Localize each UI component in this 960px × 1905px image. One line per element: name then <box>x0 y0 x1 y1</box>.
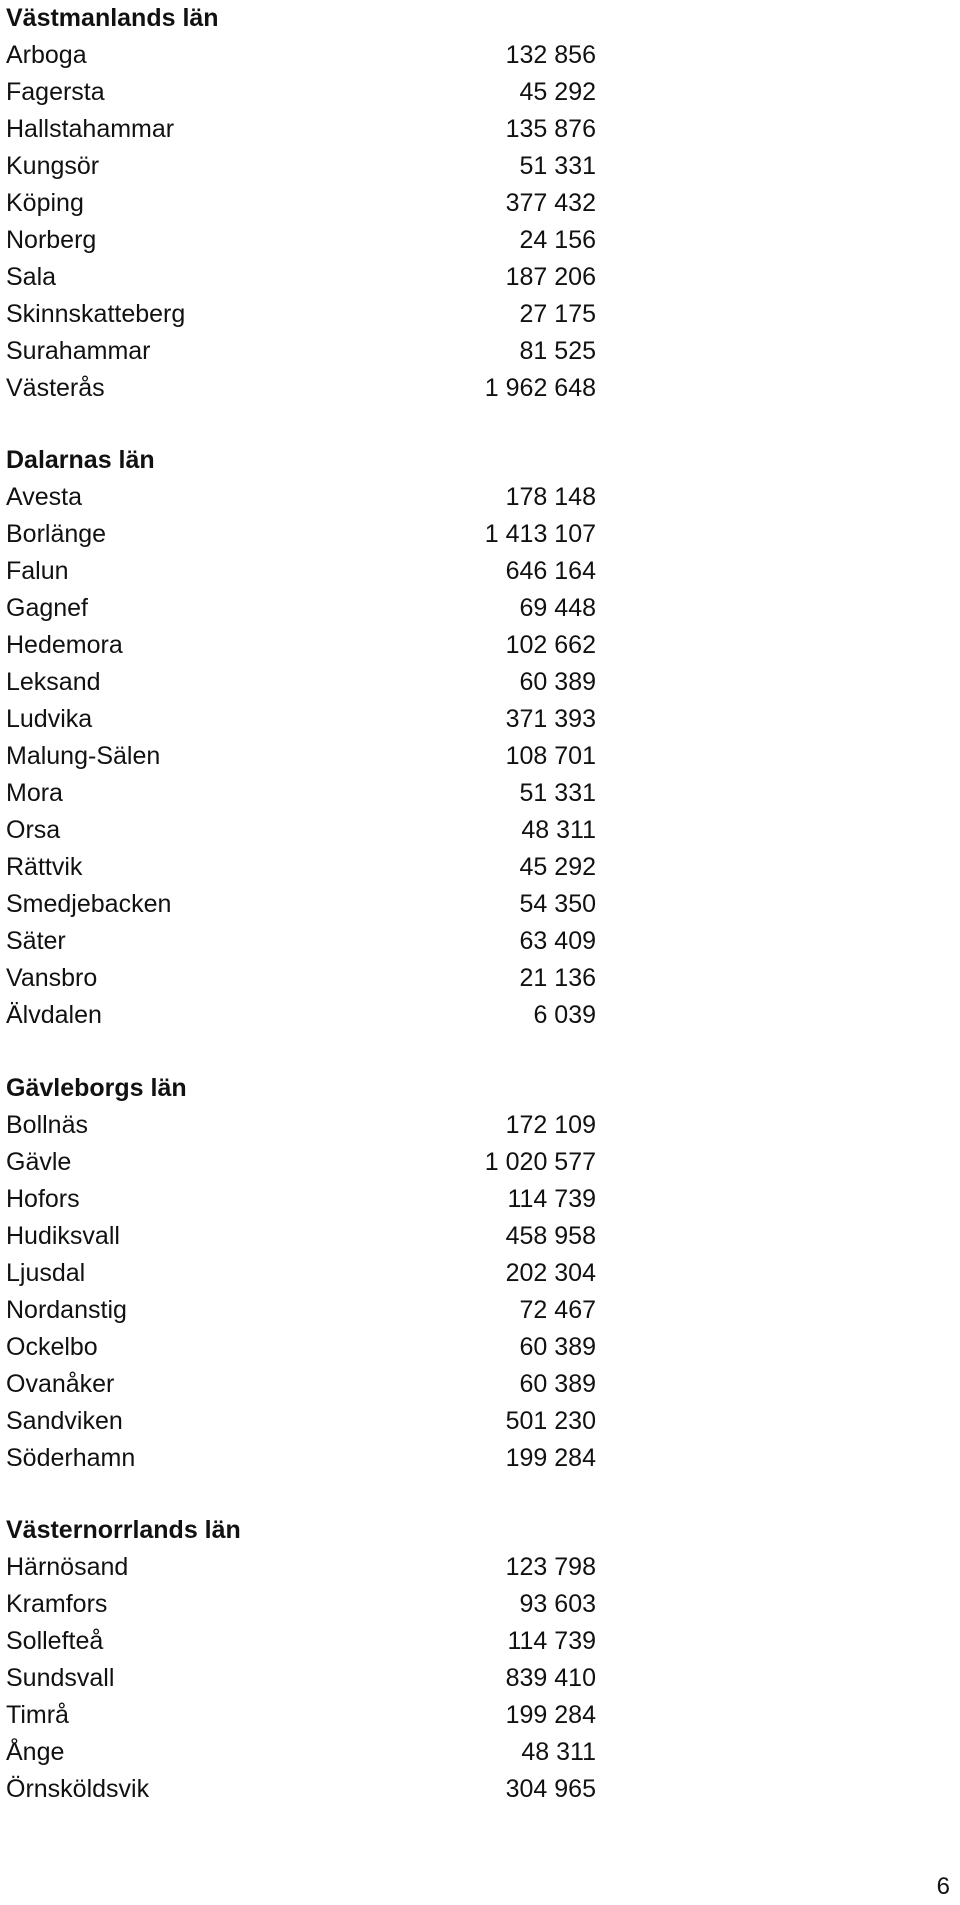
table-row <box>6 1403 596 1440</box>
table-row <box>6 1218 596 1255</box>
table-row <box>6 627 596 664</box>
municipality-value: 60 389 <box>519 668 596 696</box>
municipality-value: 172 109 <box>505 1111 596 1139</box>
municipality-value: 21 136 <box>519 964 596 992</box>
table-row <box>6 960 596 997</box>
municipality-value: 187 206 <box>505 263 596 291</box>
table-row <box>6 923 596 960</box>
table-row <box>6 738 596 775</box>
table-row <box>6 590 596 627</box>
section-heading: Gävleborgs län <box>6 1074 187 1102</box>
municipality-name: Mora <box>6 779 63 807</box>
section-heading: Dalarnas län <box>6 446 155 474</box>
municipality-name: Sala <box>6 263 57 291</box>
municipality-name: Nordanstig <box>6 1296 127 1324</box>
table-row <box>6 1181 596 1218</box>
municipality-value: 178 148 <box>505 483 596 511</box>
municipality-value: 51 331 <box>519 779 596 807</box>
municipality-value: 377 432 <box>505 189 596 217</box>
municipality-name: Säter <box>6 927 66 955</box>
municipality-value: 501 230 <box>505 1407 596 1435</box>
table-row <box>6 812 596 849</box>
municipality-name: Västerås <box>6 374 105 402</box>
municipality-name: Skinnskatteberg <box>6 300 186 328</box>
municipality-name: Surahammar <box>6 337 151 365</box>
section-heading: Västernorrlands län <box>6 1516 241 1544</box>
municipality-name: Hallstahammar <box>6 115 175 143</box>
municipality-name: Hudiksvall <box>6 1222 120 1250</box>
municipality-value: 69 448 <box>519 594 596 622</box>
table-row <box>6 1366 596 1403</box>
table-row <box>6 1734 596 1771</box>
table-row <box>6 1144 596 1181</box>
table-row <box>6 516 596 553</box>
section-heading: Västmanlands län <box>6 4 219 32</box>
municipality-name: Smedjebacken <box>6 890 172 918</box>
municipality-value: 114 739 <box>507 1185 596 1213</box>
table-row <box>6 74 596 111</box>
municipality-value: 51 331 <box>519 152 596 180</box>
municipality-value: 48 311 <box>521 1738 596 1766</box>
municipality-name: Timrå <box>6 1701 69 1729</box>
municipality-value: 132 856 <box>505 41 596 69</box>
municipality-value: 304 965 <box>505 1775 596 1803</box>
table-row <box>6 185 596 222</box>
municipality-value: 45 292 <box>519 78 596 106</box>
page-number: 6 <box>936 1873 950 1900</box>
municipality-value: 72 467 <box>519 1296 596 1324</box>
section-gavleborgs <box>6 1070 596 1477</box>
table-row <box>6 259 596 296</box>
table-row <box>6 1549 596 1586</box>
section-vastmanlands <box>6 0 596 407</box>
municipality-name: Hedemora <box>6 631 123 659</box>
table-row <box>6 849 596 886</box>
municipality-name: Norberg <box>6 226 97 254</box>
municipality-value: 371 393 <box>505 705 596 733</box>
table-row <box>6 1660 596 1697</box>
table-row <box>6 664 596 701</box>
municipality-name: Vansbro <box>6 964 98 992</box>
municipality-name: Söderhamn <box>6 1444 136 1472</box>
table-row <box>6 701 596 738</box>
table-row <box>6 148 596 185</box>
section-dalarnas <box>6 442 596 1034</box>
municipality-value: 135 876 <box>505 115 596 143</box>
table-row <box>6 222 596 259</box>
municipality-value: 458 958 <box>505 1222 596 1250</box>
municipality-value: 202 304 <box>505 1259 596 1287</box>
municipality-value: 123 798 <box>505 1553 596 1581</box>
table-row <box>6 1697 596 1734</box>
municipality-name: Härnösand <box>6 1553 129 1581</box>
municipality-value: 81 525 <box>519 337 596 365</box>
municipality-value: 1 413 107 <box>484 520 596 548</box>
municipality-value: 60 389 <box>519 1370 596 1398</box>
municipality-name: Arboga <box>6 41 87 69</box>
table-row <box>6 997 596 1034</box>
municipality-name: Leksand <box>6 668 101 696</box>
municipality-value: 1 962 648 <box>484 374 596 402</box>
municipality-value: 93 603 <box>519 1590 596 1618</box>
table-row <box>6 1586 596 1623</box>
municipality-value: 54 350 <box>519 890 596 918</box>
table-row <box>6 1107 596 1144</box>
municipality-value: 199 284 <box>505 1444 596 1472</box>
municipality-name: Kramfors <box>6 1590 108 1618</box>
table-row <box>6 553 596 590</box>
municipality-name: Falun <box>6 557 69 585</box>
municipality-value: 24 156 <box>519 226 596 254</box>
municipality-name: Ockelbo <box>6 1333 98 1361</box>
municipality-name: Fagersta <box>6 78 105 106</box>
municipality-name: Orsa <box>6 816 61 844</box>
municipality-name: Avesta <box>6 483 82 511</box>
table-row <box>6 1255 596 1292</box>
municipality-name: Ljusdal <box>6 1259 86 1287</box>
municipality-value: 199 284 <box>505 1701 596 1729</box>
municipality-value: 646 164 <box>505 557 596 585</box>
municipality-value: 839 410 <box>505 1664 596 1692</box>
municipality-name: Gävle <box>6 1148 72 1176</box>
table-row <box>6 1623 596 1660</box>
table-row <box>6 370 596 407</box>
municipality-name: Sollefteå <box>6 1627 104 1655</box>
municipality-value: 102 662 <box>505 631 596 659</box>
municipality-value: 1 020 577 <box>484 1148 596 1176</box>
table-row <box>6 775 596 812</box>
table-row <box>6 333 596 370</box>
table-row <box>6 479 596 516</box>
municipality-name: Ludvika <box>6 705 93 733</box>
municipality-name: Köping <box>6 189 84 217</box>
municipality-name: Kungsör <box>6 152 100 180</box>
municipality-name: Hofors <box>6 1185 80 1213</box>
municipality-name: Rättvik <box>6 853 83 881</box>
table-row <box>6 37 596 74</box>
municipality-value: 108 701 <box>505 742 596 770</box>
municipality-value: 48 311 <box>521 816 596 844</box>
municipality-name: Sandviken <box>6 1407 123 1435</box>
municipality-value: 45 292 <box>519 853 596 881</box>
table-row <box>6 111 596 148</box>
municipality-value: 114 739 <box>507 1627 596 1655</box>
table-row <box>6 1440 596 1477</box>
table-row <box>6 296 596 333</box>
municipality-name: Ovanåker <box>6 1370 115 1398</box>
municipality-name: Sundsvall <box>6 1664 115 1692</box>
table-row <box>6 1771 596 1808</box>
municipality-value: 63 409 <box>519 927 596 955</box>
municipality-value: 27 175 <box>519 300 596 328</box>
municipality-name: Örnsköldsvik <box>6 1775 150 1803</box>
table-row <box>6 1292 596 1329</box>
table-row <box>6 1329 596 1366</box>
municipality-name: Älvdalen <box>6 1001 102 1029</box>
municipality-name: Borlänge <box>6 520 107 548</box>
municipality-name: Gagnef <box>6 594 89 622</box>
municipality-value: 60 389 <box>519 1333 596 1361</box>
municipality-value: 6 039 <box>533 1001 596 1029</box>
municipality-name: Ånge <box>6 1738 65 1766</box>
table-row <box>6 886 596 923</box>
section-vasternorrlands <box>6 1512 596 1808</box>
municipality-name: Bollnäs <box>6 1111 88 1139</box>
municipality-name: Malung-Sälen <box>6 742 161 770</box>
